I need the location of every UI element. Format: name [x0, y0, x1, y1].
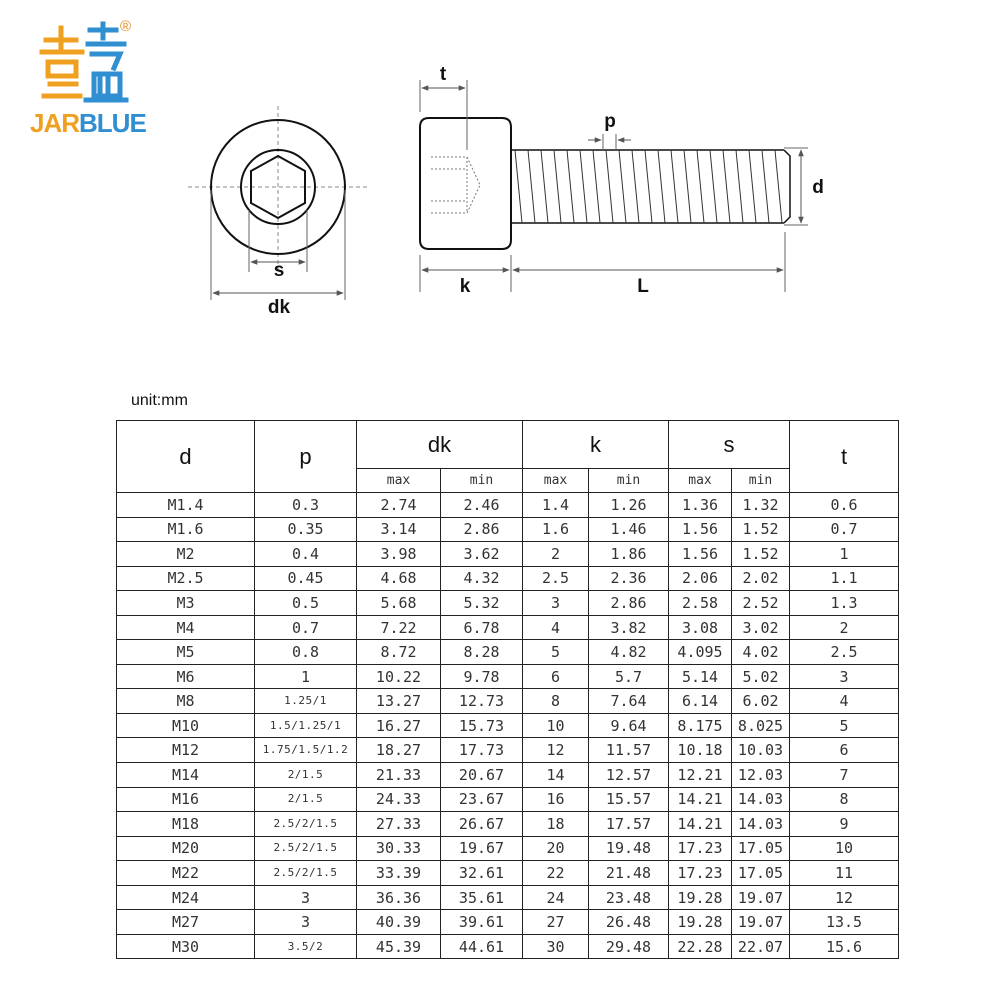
cell-k-min: 11.57: [589, 738, 669, 763]
label-L: L: [637, 276, 649, 297]
cell-k-min: 5.7: [589, 664, 669, 689]
cell-s-min: 2.02: [732, 566, 790, 591]
cell-k-min: 2.86: [589, 591, 669, 616]
cell-k-max: 1.4: [523, 493, 589, 518]
cell-s-max: 1.56: [669, 517, 732, 542]
cell-d: M18: [117, 812, 255, 837]
cell-k-max: 27: [523, 910, 589, 935]
cell-dk-min: 15.73: [441, 713, 523, 738]
label-t: t: [439, 64, 447, 85]
cell-k-max: 20: [523, 836, 589, 861]
cell-d: M16: [117, 787, 255, 812]
cell-k-min: 2.36: [589, 566, 669, 591]
cell-dk-min: 4.32: [441, 566, 523, 591]
cell-d: M2: [117, 542, 255, 567]
header-dk-max: max: [357, 469, 441, 493]
cell-k-min: 12.57: [589, 763, 669, 788]
cell-t: 9: [790, 812, 899, 837]
cell-d: M3: [117, 591, 255, 616]
cell-s-min: 17.05: [732, 861, 790, 886]
cell-s-min: 8.025: [732, 713, 790, 738]
cell-k-max: 4: [523, 615, 589, 640]
cell-dk-max: 45.39: [357, 934, 441, 959]
brand-name-part2: BLUE: [79, 108, 146, 138]
cell-s-min: 12.03: [732, 763, 790, 788]
cell-s-max: 17.23: [669, 861, 732, 886]
table-row: [117, 566, 899, 591]
screw-dimension-drawing: [0, 0, 1000, 330]
cell-d: M24: [117, 885, 255, 910]
cell-s-min: 19.07: [732, 885, 790, 910]
cell-k-max: 24: [523, 885, 589, 910]
header-dk: dk: [357, 421, 523, 469]
cell-t: 2: [790, 615, 899, 640]
cell-p: 2/1.5: [255, 763, 357, 788]
cell-k-max: 2.5: [523, 566, 589, 591]
cell-k-min: 1.46: [589, 517, 669, 542]
cell-dk-max: 13.27: [357, 689, 441, 714]
cell-dk-max: 8.72: [357, 640, 441, 665]
cell-s-min: 1.52: [732, 517, 790, 542]
cell-dk-min: 26.67: [441, 812, 523, 837]
cell-dk-max: 36.36: [357, 885, 441, 910]
table-row: [117, 861, 899, 886]
cell-s-max: 2.06: [669, 566, 732, 591]
unit-label: unit:mm: [131, 392, 188, 409]
cell-p: 3: [255, 885, 357, 910]
brand-name-part1: JAR: [30, 108, 80, 138]
cell-k-max: 22: [523, 861, 589, 886]
header-dk-min: min: [441, 469, 523, 493]
cell-p: 3: [255, 910, 357, 935]
cell-dk-max: 4.68: [357, 566, 441, 591]
cell-s-min: 1.52: [732, 542, 790, 567]
cell-s-max: 10.18: [669, 738, 732, 763]
cell-t: 8: [790, 787, 899, 812]
cell-s-max: 4.095: [669, 640, 732, 665]
cell-d: M14: [117, 763, 255, 788]
cell-s-max: 19.28: [669, 885, 732, 910]
cell-dk-min: 20.67: [441, 763, 523, 788]
cell-p: 1.75/1.5/1.2: [255, 738, 357, 763]
cell-dk-max: 7.22: [357, 615, 441, 640]
cell-d: M5: [117, 640, 255, 665]
cell-k-max: 6: [523, 664, 589, 689]
cell-dk-max: 10.22: [357, 664, 441, 689]
cell-p: 0.4: [255, 542, 357, 567]
table-row: [117, 738, 899, 763]
table-row: [117, 934, 899, 959]
cell-k-min: 1.26: [589, 493, 669, 518]
table-row: [117, 885, 899, 910]
label-dk: dk: [267, 297, 291, 318]
cell-dk-max: 3.14: [357, 517, 441, 542]
table-row: [117, 763, 899, 788]
cell-k-max: 10: [523, 713, 589, 738]
cell-s-min: 19.07: [732, 910, 790, 935]
cell-p: 3.5/2: [255, 934, 357, 959]
label-s: s: [273, 260, 285, 281]
cell-d: M1.4: [117, 493, 255, 518]
cell-d: M6: [117, 664, 255, 689]
cell-t: 5: [790, 713, 899, 738]
header-s-min: min: [732, 469, 790, 493]
cell-s-max: 5.14: [669, 664, 732, 689]
cell-dk-max: 3.98: [357, 542, 441, 567]
cell-dk-min: 2.86: [441, 517, 523, 542]
cell-dk-max: 16.27: [357, 713, 441, 738]
cell-s-max: 1.56: [669, 542, 732, 567]
cell-t: 10: [790, 836, 899, 861]
dimension-table: [116, 420, 899, 959]
table-row: [117, 640, 899, 665]
cell-t: 2.5: [790, 640, 899, 665]
cell-s-min: 10.03: [732, 738, 790, 763]
table-row: [117, 689, 899, 714]
cell-p: 2.5/2/1.5: [255, 861, 357, 886]
cell-s-max: 14.21: [669, 812, 732, 837]
cell-t: 6: [790, 738, 899, 763]
cell-t: 0.6: [790, 493, 899, 518]
cell-p: 0.8: [255, 640, 357, 665]
cell-k-max: 5: [523, 640, 589, 665]
cell-s-max: 2.58: [669, 591, 732, 616]
cell-p: 0.35: [255, 517, 357, 542]
cell-k-min: 9.64: [589, 713, 669, 738]
header-s: s: [669, 421, 790, 469]
cell-k-min: 17.57: [589, 812, 669, 837]
cell-dk-min: 3.62: [441, 542, 523, 567]
cell-dk-max: 2.74: [357, 493, 441, 518]
cell-dk-min: 12.73: [441, 689, 523, 714]
cell-s-max: 12.21: [669, 763, 732, 788]
cell-k-max: 12: [523, 738, 589, 763]
header-p: p: [255, 421, 357, 493]
table-row: [117, 517, 899, 542]
cell-k-min: 19.48: [589, 836, 669, 861]
cell-t: 12: [790, 885, 899, 910]
header-k-max: max: [523, 469, 589, 493]
cell-k-max: 1.6: [523, 517, 589, 542]
cell-dk-min: 19.67: [441, 836, 523, 861]
header-t: t: [790, 421, 899, 493]
cell-t: 3: [790, 664, 899, 689]
cell-s-min: 17.05: [732, 836, 790, 861]
cell-k-min: 4.82: [589, 640, 669, 665]
table-row: [117, 812, 899, 837]
cell-k-min: 3.82: [589, 615, 669, 640]
cell-d: M22: [117, 861, 255, 886]
cell-t: 4: [790, 689, 899, 714]
cell-d: M2.5: [117, 566, 255, 591]
cell-s-min: 1.32: [732, 493, 790, 518]
cell-dk-min: 39.61: [441, 910, 523, 935]
cell-dk-min: 35.61: [441, 885, 523, 910]
cell-k-max: 8: [523, 689, 589, 714]
cell-s-max: 22.28: [669, 934, 732, 959]
cell-s-min: 5.02: [732, 664, 790, 689]
cell-p: 0.7: [255, 615, 357, 640]
cell-p: 1: [255, 664, 357, 689]
table-row: [117, 493, 899, 518]
cell-s-max: 3.08: [669, 615, 732, 640]
header-k-min: min: [589, 469, 669, 493]
cell-dk-max: 18.27: [357, 738, 441, 763]
cell-dk-max: 30.33: [357, 836, 441, 861]
cell-k-max: 16: [523, 787, 589, 812]
cell-d: M20: [117, 836, 255, 861]
cell-p: 2.5/2/1.5: [255, 812, 357, 837]
table-row: [117, 591, 899, 616]
cell-d: M10: [117, 713, 255, 738]
label-d: d: [812, 177, 824, 198]
label-p: p: [604, 111, 616, 132]
cell-s-min: 14.03: [732, 787, 790, 812]
cell-k-min: 26.48: [589, 910, 669, 935]
cell-dk-max: 40.39: [357, 910, 441, 935]
cell-d: M30: [117, 934, 255, 959]
cell-dk-min: 2.46: [441, 493, 523, 518]
cell-t: 0.7: [790, 517, 899, 542]
table-row: [117, 787, 899, 812]
header-s-max: max: [669, 469, 732, 493]
cell-k-min: 1.86: [589, 542, 669, 567]
cell-d: M4: [117, 615, 255, 640]
cell-s-min: 6.02: [732, 689, 790, 714]
table-body: [117, 493, 899, 959]
cell-dk-max: 33.39: [357, 861, 441, 886]
cell-dk-min: 23.67: [441, 787, 523, 812]
cell-s-max: 14.21: [669, 787, 732, 812]
cell-s-min: 22.07: [732, 934, 790, 959]
cell-t: 1: [790, 542, 899, 567]
table-row: [117, 836, 899, 861]
cell-t: 7: [790, 763, 899, 788]
cell-p: 0.5: [255, 591, 357, 616]
cell-s-min: 14.03: [732, 812, 790, 837]
cell-d: M8: [117, 689, 255, 714]
cell-d: M1.6: [117, 517, 255, 542]
cell-p: 0.45: [255, 566, 357, 591]
cell-dk-min: 8.28: [441, 640, 523, 665]
cell-k-max: 3: [523, 591, 589, 616]
cell-k-min: 21.48: [589, 861, 669, 886]
cell-dk-min: 6.78: [441, 615, 523, 640]
header-k: k: [523, 421, 669, 469]
cell-dk-min: 5.32: [441, 591, 523, 616]
screw-side-view: [420, 118, 790, 249]
table-row: [117, 615, 899, 640]
cell-dk-max: 5.68: [357, 591, 441, 616]
cell-s-max: 1.36: [669, 493, 732, 518]
table-row: [117, 664, 899, 689]
cell-t: 1.3: [790, 591, 899, 616]
table-row: [117, 713, 899, 738]
header-d: d: [117, 421, 255, 493]
cell-dk-max: 24.33: [357, 787, 441, 812]
cell-dk-min: 9.78: [441, 664, 523, 689]
cell-k-max: 14: [523, 763, 589, 788]
cell-p: 0.3: [255, 493, 357, 518]
cell-p: 1.5/1.25/1: [255, 713, 357, 738]
table-row: [117, 542, 899, 567]
cell-t: 13.5: [790, 910, 899, 935]
cell-k-min: 23.48: [589, 885, 669, 910]
cell-t: 11: [790, 861, 899, 886]
cell-p: 1.25/1: [255, 689, 357, 714]
cell-s-min: 4.02: [732, 640, 790, 665]
cell-p: 2.5/2/1.5: [255, 836, 357, 861]
cell-k-min: 7.64: [589, 689, 669, 714]
cell-dk-max: 27.33: [357, 812, 441, 837]
cell-d: M27: [117, 910, 255, 935]
registered-mark: ®: [120, 18, 132, 35]
label-k: k: [459, 276, 471, 297]
cell-dk-min: 44.61: [441, 934, 523, 959]
cell-s-max: 8.175: [669, 713, 732, 738]
cell-dk-min: 17.73: [441, 738, 523, 763]
cell-k-max: 30: [523, 934, 589, 959]
cell-k-min: 29.48: [589, 934, 669, 959]
cell-s-min: 3.02: [732, 615, 790, 640]
cell-s-max: 6.14: [669, 689, 732, 714]
cell-dk-min: 32.61: [441, 861, 523, 886]
cell-t: 1.1: [790, 566, 899, 591]
cell-p: 2/1.5: [255, 787, 357, 812]
cell-t: 15.6: [790, 934, 899, 959]
cell-d: M12: [117, 738, 255, 763]
cell-k-min: 15.57: [589, 787, 669, 812]
cell-k-max: 2: [523, 542, 589, 567]
cell-s-max: 17.23: [669, 836, 732, 861]
cell-k-max: 18: [523, 812, 589, 837]
table-row: [117, 910, 899, 935]
cell-dk-max: 21.33: [357, 763, 441, 788]
cell-s-min: 2.52: [732, 591, 790, 616]
cell-s-max: 19.28: [669, 910, 732, 935]
